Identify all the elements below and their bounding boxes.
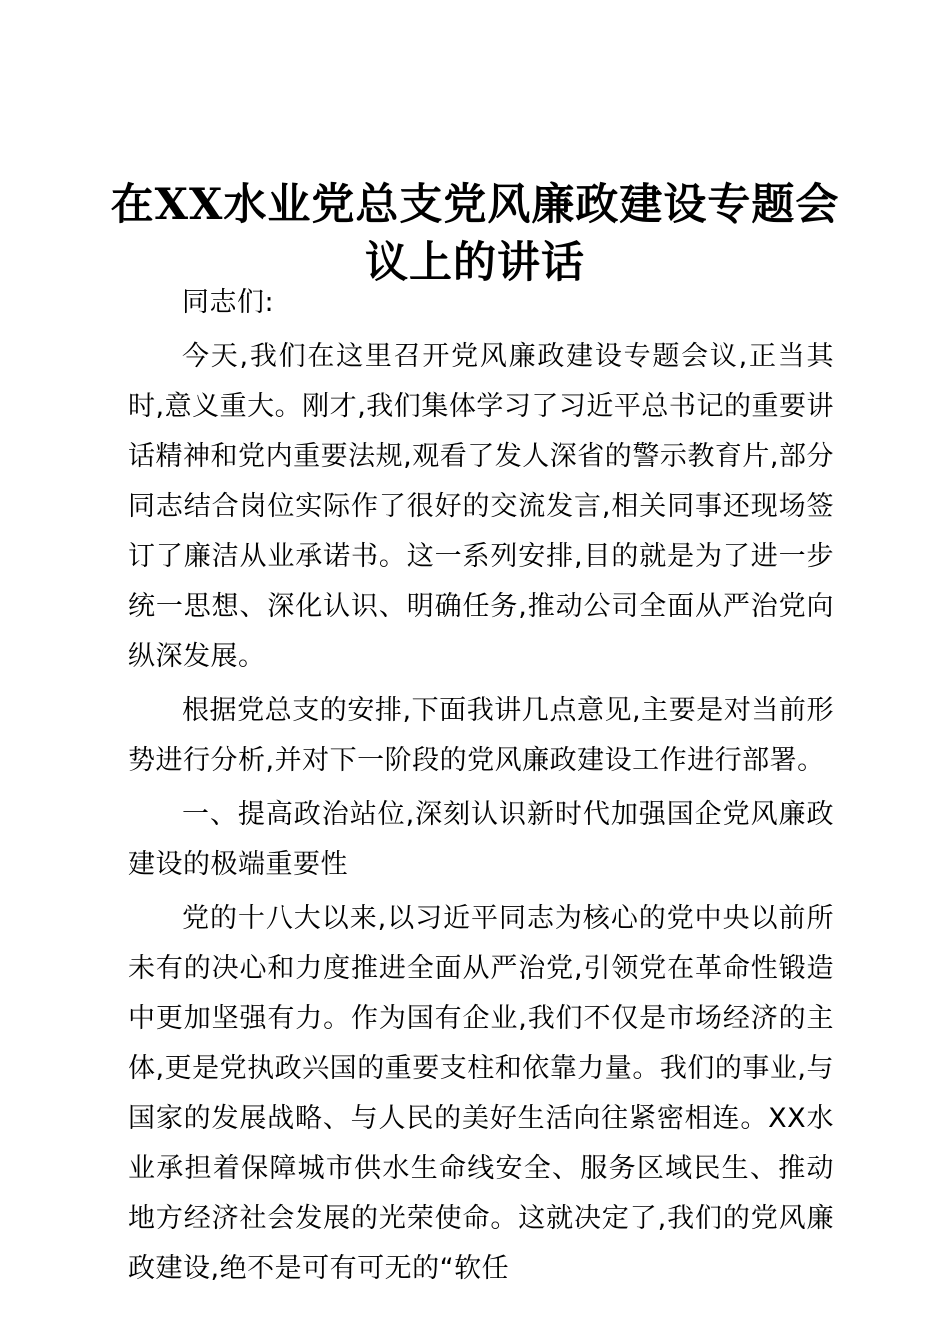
paragraph-arrangement: 根据党总支的安排,下面我讲几点意见,主要是对当前形势进行分析,并对下一阶段的党风廉政建设工作进行部署。 <box>128 695 834 776</box>
paragraph-opening: 今天,我们在这里召开党风廉政建设专题会议,正当其时,意义重大。刚才,我们集体学习了习近平总书记的重要讲话精神和党内重要法规,观看了发人深省的警示教育片,部分同志结合岗位实际作了很好的交流发言,相关同事还现场签订了廉洁从业承诺书。这一系列安排,目的就是为了进一步统一思想、深化认识、明确任务,推动公司全面从严治党向纵深发展。 <box>128 341 834 672</box>
section-heading-1: 一、提高政治站位,深刻认识新时代加强国企党风廉政建设的极端重要性 <box>128 799 834 880</box>
paragraph-section-1: 党的十八大以来,以习近平同志为核心的党中央以前所未有的决心和力度推进全面从严治党,引领党在革命性锻造中更加坚强有力。作为国有企业,我们不仅是市场经济的主体,更是党执政兴国的重要支柱和依靠力量。我们的事业,与国家的发展战略、与人民的美好生活向往紧密相连。XX水业承担着保障城市供水生命线安全、服务区域民生、推动地方经济社会发展的光荣使命。这就决定了,我们的党风廉政建设,绝不是可有可无的“软任 <box>128 903 834 1284</box>
document-body <box>128 278 834 1298</box>
document-title: 在XX水业党总支党风廉政建设专题会议上的讲话 <box>110 180 840 288</box>
greeting: 同志们: <box>182 287 275 318</box>
